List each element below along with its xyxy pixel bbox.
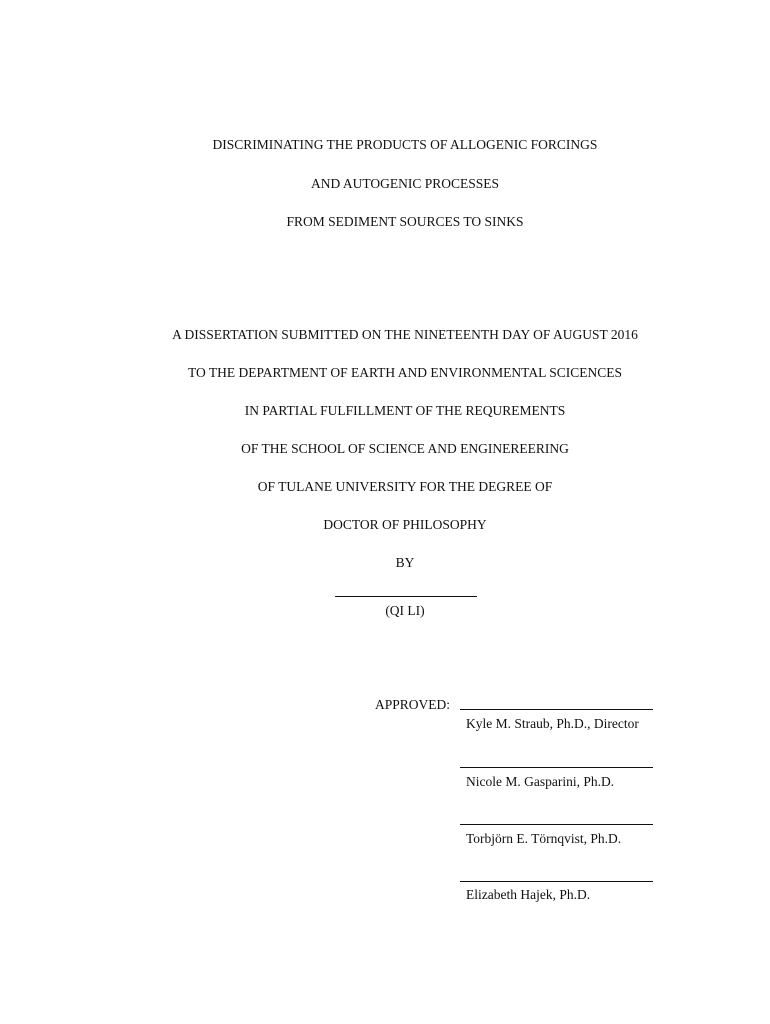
title-line-3: FROM SEDIMENT SOURCES TO SINKS: [286, 214, 524, 229]
committee-member-2: Nicole M. Gasparini, Ph.D.: [466, 774, 615, 789]
committee-member-4: Elizabeth Hajek, Ph.D.: [466, 887, 591, 902]
title-line-1: DISCRIMINATING THE PRODUCTS OF ALLOGENIC FORCINGS: [212, 137, 598, 152]
author-name: (QI LI): [385, 603, 425, 618]
author-signature-line: [335, 596, 477, 597]
statement-line-4: OF THE SCHOOL OF SCIENCE AND ENGINEREERING: [241, 441, 569, 456]
statement-line-1: A DISSERTATION SUBMITTED ON THE NINETEENTH DAY OF AUGUST 2016: [172, 327, 638, 342]
committee-member-3: Torbjörn E. Törnqvist, Ph.D.: [466, 831, 622, 846]
statement-line-5: OF TULANE UNIVERSITY FOR THE DEGREE OF: [257, 479, 553, 494]
by-label: BY: [395, 555, 415, 570]
title-line-2: AND AUTOGENIC PROCESSES: [310, 176, 500, 191]
signature-line-3: [460, 824, 653, 825]
committee-member-1: Kyle M. Straub, Ph.D., Director: [466, 716, 639, 731]
statement-line-2: TO THE DEPARTMENT OF EARTH AND ENVIRONMENTAL SCICENCES: [188, 365, 622, 380]
signature-line-1: [460, 709, 653, 710]
signature-line-4: [460, 881, 653, 882]
degree-name: DOCTOR OF PHILOSOPHY: [323, 517, 487, 532]
signature-line-2: [460, 767, 653, 768]
approved-label: APPROVED:: [375, 697, 451, 712]
statement-line-3: IN PARTIAL FULFILLMENT OF THE REQUREMENTS: [244, 403, 566, 418]
